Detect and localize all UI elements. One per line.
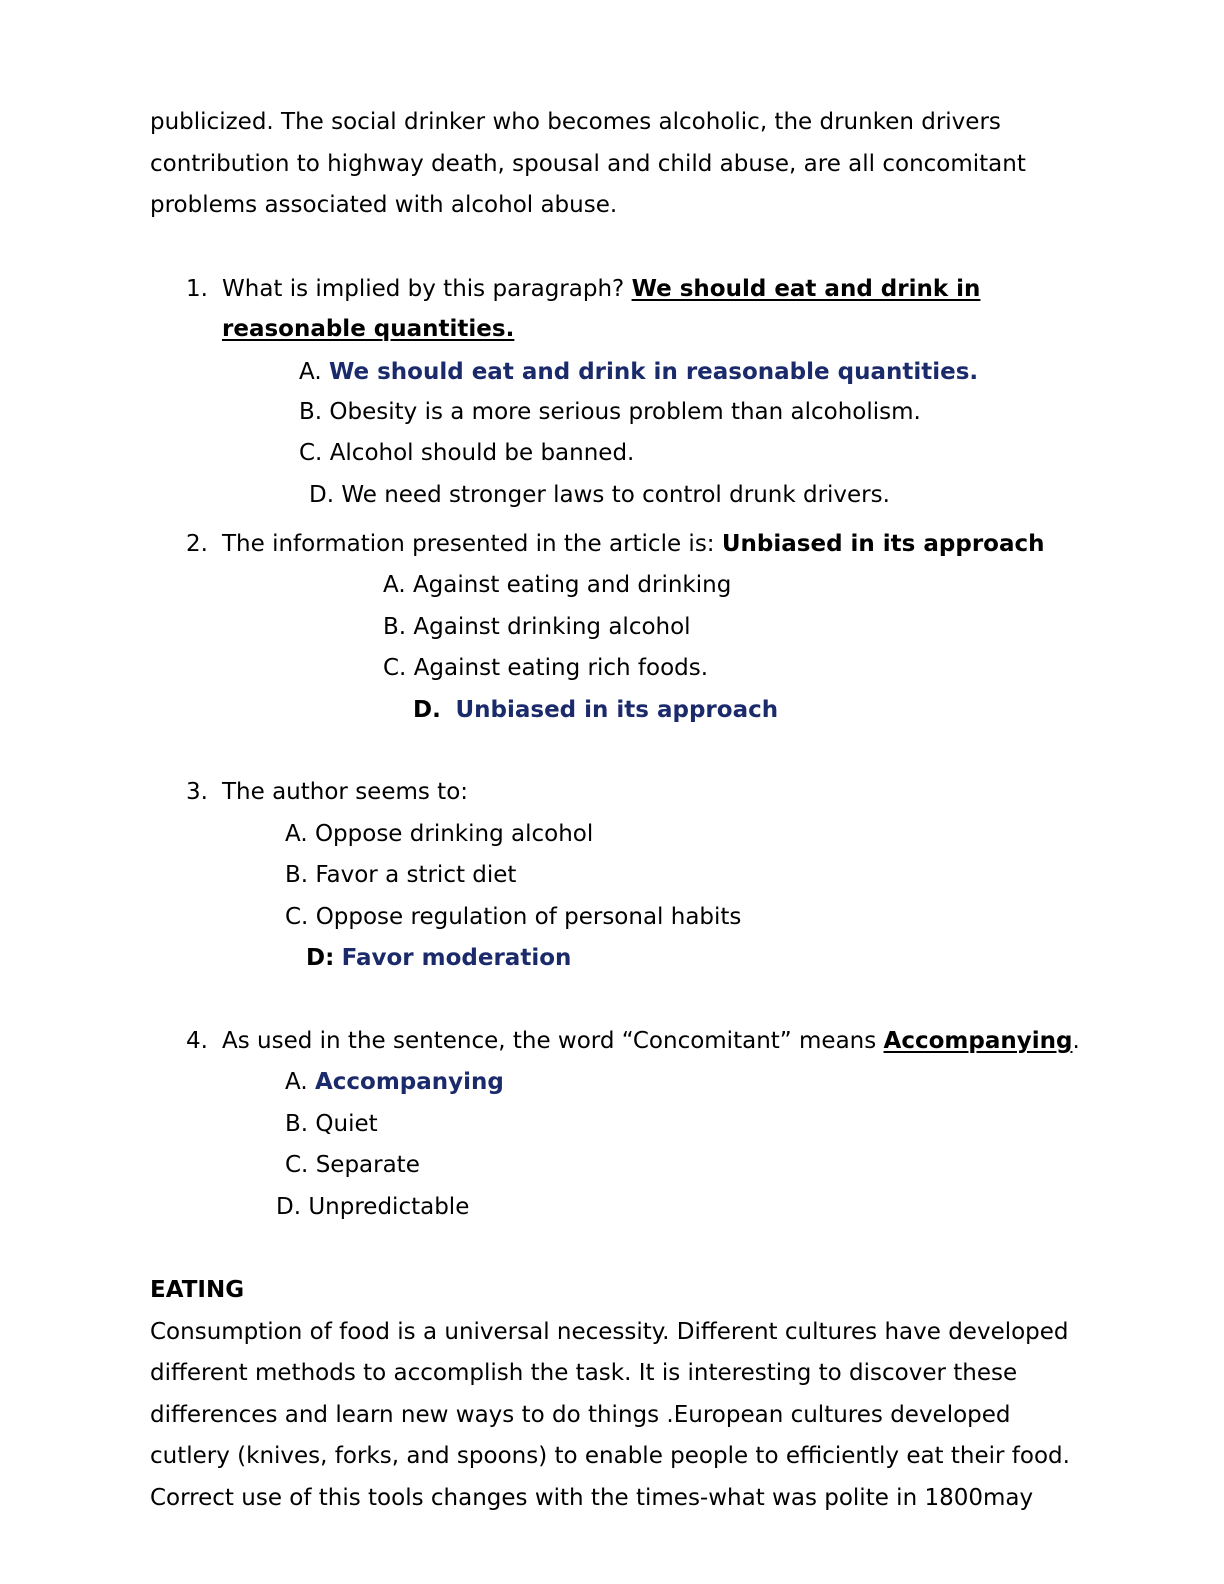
q1-option-a [299, 356, 978, 388]
q4-option-a [285, 1066, 504, 1098]
q3-option-a-letter: A. [285, 821, 308, 847]
q2-option-b-letter: B. [383, 614, 407, 640]
q4-option-d [276, 1191, 469, 1223]
q3-option-a [285, 818, 593, 850]
q3-option-a-text: Oppose drinking alcohol [314, 821, 594, 847]
question-2-number: 2. [186, 531, 208, 557]
q4-option-a-text: Accompanying [314, 1069, 504, 1095]
q1-option-a-text: We should eat and drink in reasonable quantities. [328, 359, 979, 385]
q3-option-c-text: Oppose regulation of personal habits [315, 904, 742, 930]
q1-option-d [309, 479, 890, 511]
question-1-answer-part1: We should eat and drink in [631, 276, 981, 302]
q1-option-c [299, 437, 634, 469]
section-line-4: cutlery (knives, forks, and spoons) to enable people to efficiently eat their food. [150, 1443, 1070, 1469]
question-4 [186, 1025, 1080, 1057]
q4-option-c-letter: C. [285, 1152, 309, 1178]
q3-option-d [306, 942, 571, 974]
q3-option-d-letter: D: [306, 945, 335, 971]
question-1-answer-part2: reasonable quantities. [222, 316, 515, 342]
intro-line-2: contribution to highway death, spousal and child abuse, are all concomitant [150, 151, 1026, 177]
q2-option-c [383, 652, 708, 684]
question-4-number: 4. [186, 1028, 208, 1054]
question-4-answer-suffix: . [1072, 1028, 1080, 1054]
question-2-answer: Unbiased in its approach [721, 531, 1045, 557]
question-1-number: 1. [186, 276, 208, 302]
q2-option-d-text: Unbiased in its approach [455, 697, 779, 723]
q2-option-b [383, 611, 691, 643]
q2-option-a-text: Against eating and drinking [412, 572, 732, 598]
q4-option-b [285, 1108, 378, 1140]
q2-option-d [413, 694, 778, 726]
question-4-answer: Accompanying [883, 1028, 1073, 1054]
q1-option-b-text: Obesity is a more serious problem than alcoholism. [329, 399, 921, 425]
q3-option-c-letter: C. [285, 904, 309, 930]
q4-option-d-letter: D. [276, 1194, 302, 1220]
question-1 [186, 273, 980, 305]
q3-option-c [285, 901, 741, 933]
intro-line-3: problems associated with alcohol abuse. [150, 192, 618, 218]
q4-option-d-text: Unpredictable [308, 1194, 470, 1220]
section-heading: EATING [150, 1277, 245, 1303]
section-line-1: Consumption of food is a universal necessity. Different cultures have developed [150, 1319, 1069, 1345]
q2-option-c-letter: C. [383, 655, 407, 681]
q3-option-b-letter: B. [285, 862, 309, 888]
q1-option-c-text: Alcohol should be banned. [329, 440, 635, 466]
section-line-3: differences and learn new ways to do things .European cultures developed [150, 1402, 1011, 1428]
question-3 [186, 776, 468, 808]
question-3-number: 3. [186, 779, 208, 805]
q4-option-b-letter: B. [285, 1111, 309, 1137]
question-2-stem: The information presented in the article is: [222, 531, 715, 557]
q1-option-c-letter: C. [299, 440, 323, 466]
question-2 [186, 528, 1045, 560]
q1-option-d-text: We need stronger laws to control drunk drivers. [341, 482, 890, 508]
q3-option-b [285, 859, 516, 891]
intro-line-1: publicized. The social drinker who becomes alcoholic, the drunken drivers [150, 109, 1001, 135]
q4-option-c [285, 1149, 420, 1181]
q1-option-a-letter: A. [299, 359, 322, 385]
q4-option-c-text: Separate [315, 1152, 420, 1178]
q2-option-d-letter: D. [413, 697, 441, 723]
question-1-answer-line-2 [222, 313, 514, 345]
q3-option-b-text: Favor a strict diet [315, 862, 517, 888]
q3-option-d-text: Favor moderation [341, 945, 572, 971]
question-1-stem: What is implied by this paragraph? [222, 276, 625, 302]
section-line-2: different methods to accomplish the task. It is interesting to discover these [150, 1360, 1018, 1386]
q4-option-b-text: Quiet [315, 1111, 378, 1137]
q2-option-c-text: Against eating rich foods. [413, 655, 709, 681]
q2-option-b-text: Against drinking alcohol [413, 614, 691, 640]
q1-option-b-letter: B. [299, 399, 323, 425]
question-4-stem: As used in the sentence, the word “Concomitant” means [222, 1028, 877, 1054]
q4-option-a-letter: A. [285, 1069, 308, 1095]
question-3-stem: The author seems to: [222, 779, 469, 805]
q1-option-d-letter: D. [309, 482, 335, 508]
q2-option-a-letter: A. [383, 572, 406, 598]
q2-option-a [383, 569, 731, 601]
q1-option-b [299, 396, 921, 428]
section-line-5: Correct use of this tools changes with the times-what was polite in 1800may [150, 1485, 1034, 1511]
